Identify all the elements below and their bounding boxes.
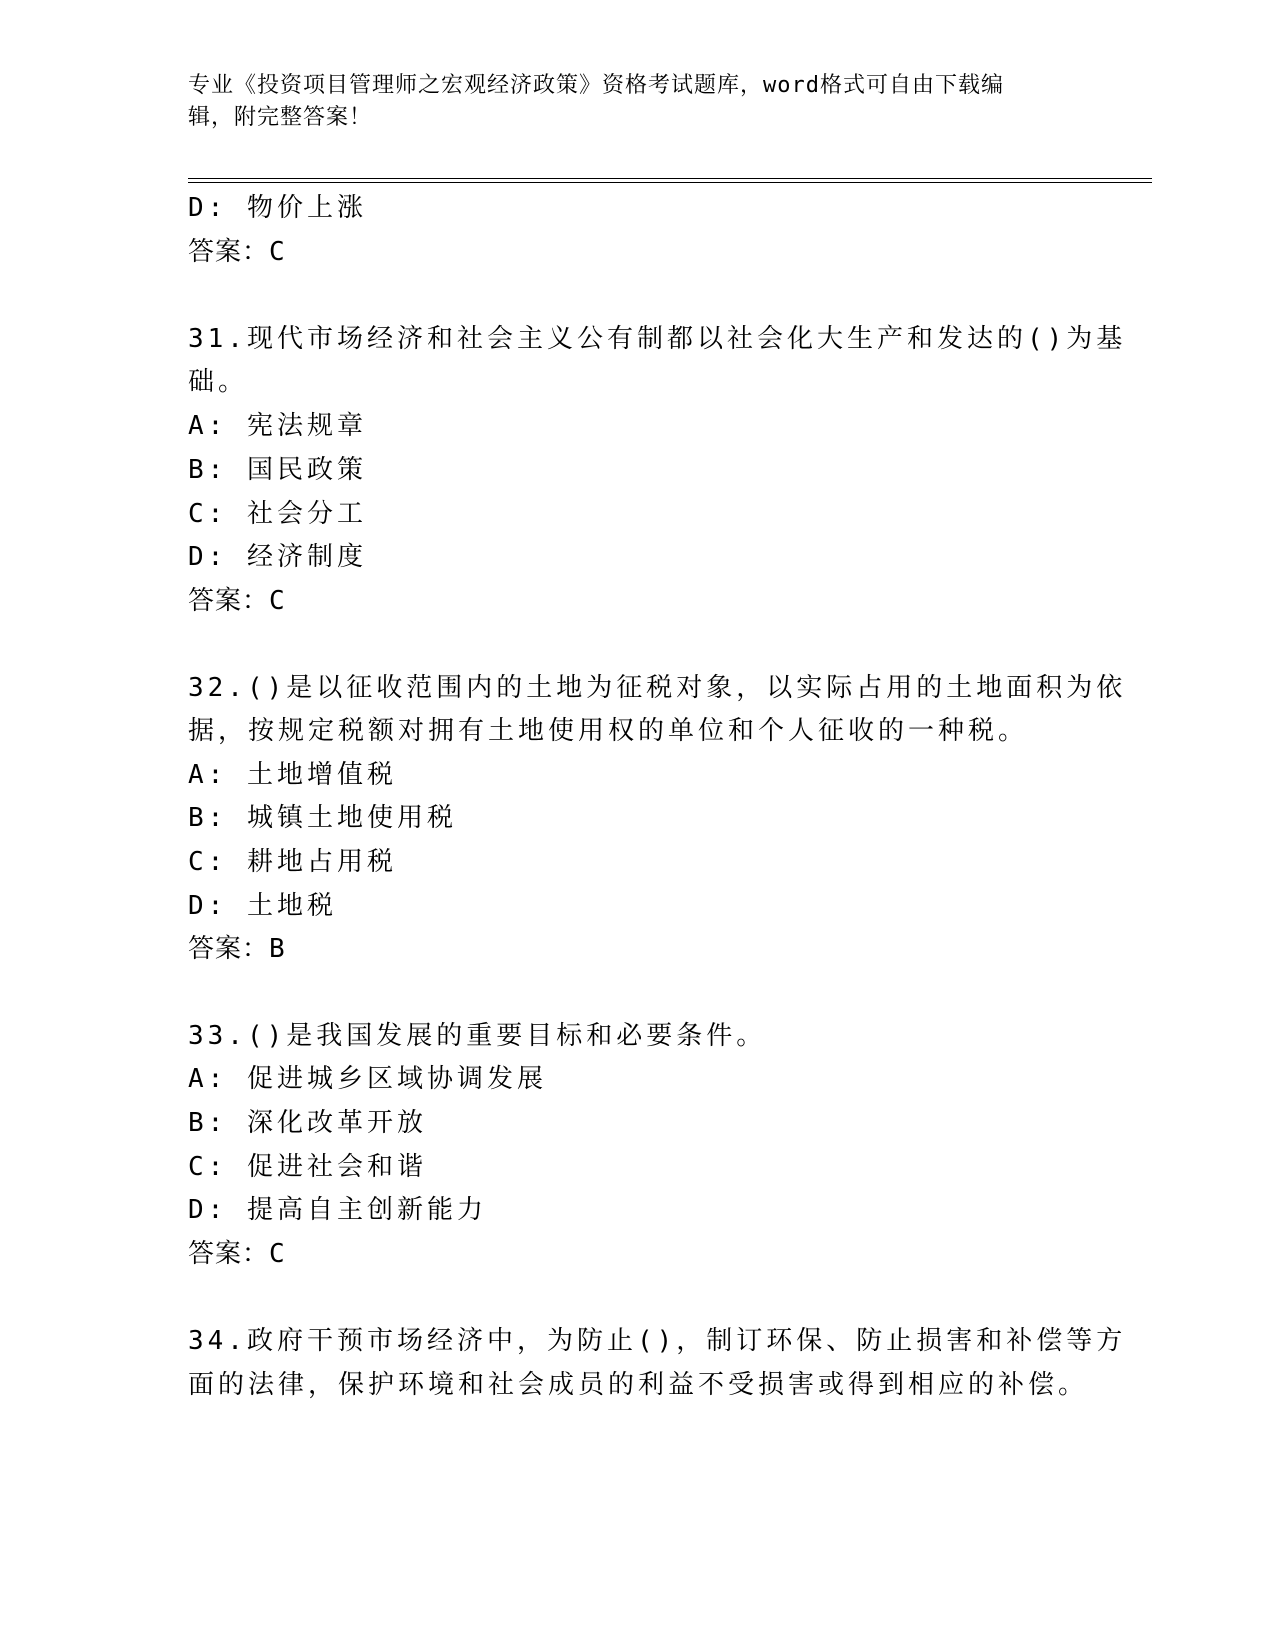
answer-label: 答案： — [188, 586, 270, 616]
answer-label: 答案： — [188, 1239, 270, 1269]
question-32-option-a: A: 土地增值税 — [188, 760, 397, 790]
question-32-option-d: D: 土地税 — [188, 891, 337, 921]
header-line-1: 专业《投资项目管理师之宏观经济政策》资格考试题库，word格式可自由下载编 — [188, 73, 1004, 98]
answer-label: 答案： — [188, 237, 270, 267]
prev-option-d: D: 物价上涨 — [188, 193, 367, 223]
answer-value: C — [269, 586, 286, 616]
question-33-option-d: D: 提高自主创新能力 — [188, 1195, 487, 1225]
question-34-stem-line-2: 面的法律，保护环境和社会成员的利益不受损害或得到相应的补偿。 — [188, 1370, 1089, 1400]
header-line-2: 辑，附完整答案！ — [188, 105, 373, 130]
header-rule-top — [188, 178, 1152, 179]
answer-label: 答案： — [188, 934, 270, 964]
question-33-option-a: A: 促进城乡区域协调发展 — [188, 1064, 547, 1094]
question-31-answer — [188, 586, 286, 616]
question-31-option-d: D: 经济制度 — [188, 542, 367, 572]
prev-answer — [188, 237, 286, 267]
answer-value: C — [269, 237, 286, 267]
question-32-stem-line-2: 据，按规定税额对拥有土地使用权的单位和个人征收的一种税。 — [188, 716, 1029, 746]
question-31-stem-line-2: 础。 — [188, 367, 249, 397]
question-31-stem-line-1: 31.现代市场经济和社会主义公有制都以社会化大生产和发达的()为基 — [188, 324, 1127, 354]
question-32-stem-line-1: 32.()是以征收范围内的土地为征税对象，以实际占用的土地面积为依 — [188, 673, 1127, 703]
question-34-stem-line-1: 34.政府干预市场经济中，为防止()，制订环保、防止损害和补偿等方 — [188, 1326, 1127, 1356]
question-33-option-b: B: 深化改革开放 — [188, 1108, 427, 1138]
question-33-option-c: C: 促进社会和谐 — [188, 1152, 427, 1182]
answer-value: B — [269, 934, 286, 964]
header-rule-bottom — [188, 182, 1152, 183]
question-31-option-c: C: 社会分工 — [188, 499, 367, 529]
question-32-option-b: B: 城镇土地使用税 — [188, 803, 457, 833]
question-32-answer — [188, 934, 286, 964]
document-header — [188, 70, 1068, 134]
question-31-option-a: A: 宪法规章 — [188, 411, 367, 441]
answer-value: C — [269, 1239, 286, 1269]
question-32-option-c: C: 耕地占用税 — [188, 847, 397, 877]
question-33-answer — [188, 1239, 286, 1269]
question-31-option-b: B: 国民政策 — [188, 455, 367, 485]
question-33-stem-line-1: 33.()是我国发展的重要目标和必要条件。 — [188, 1021, 767, 1051]
